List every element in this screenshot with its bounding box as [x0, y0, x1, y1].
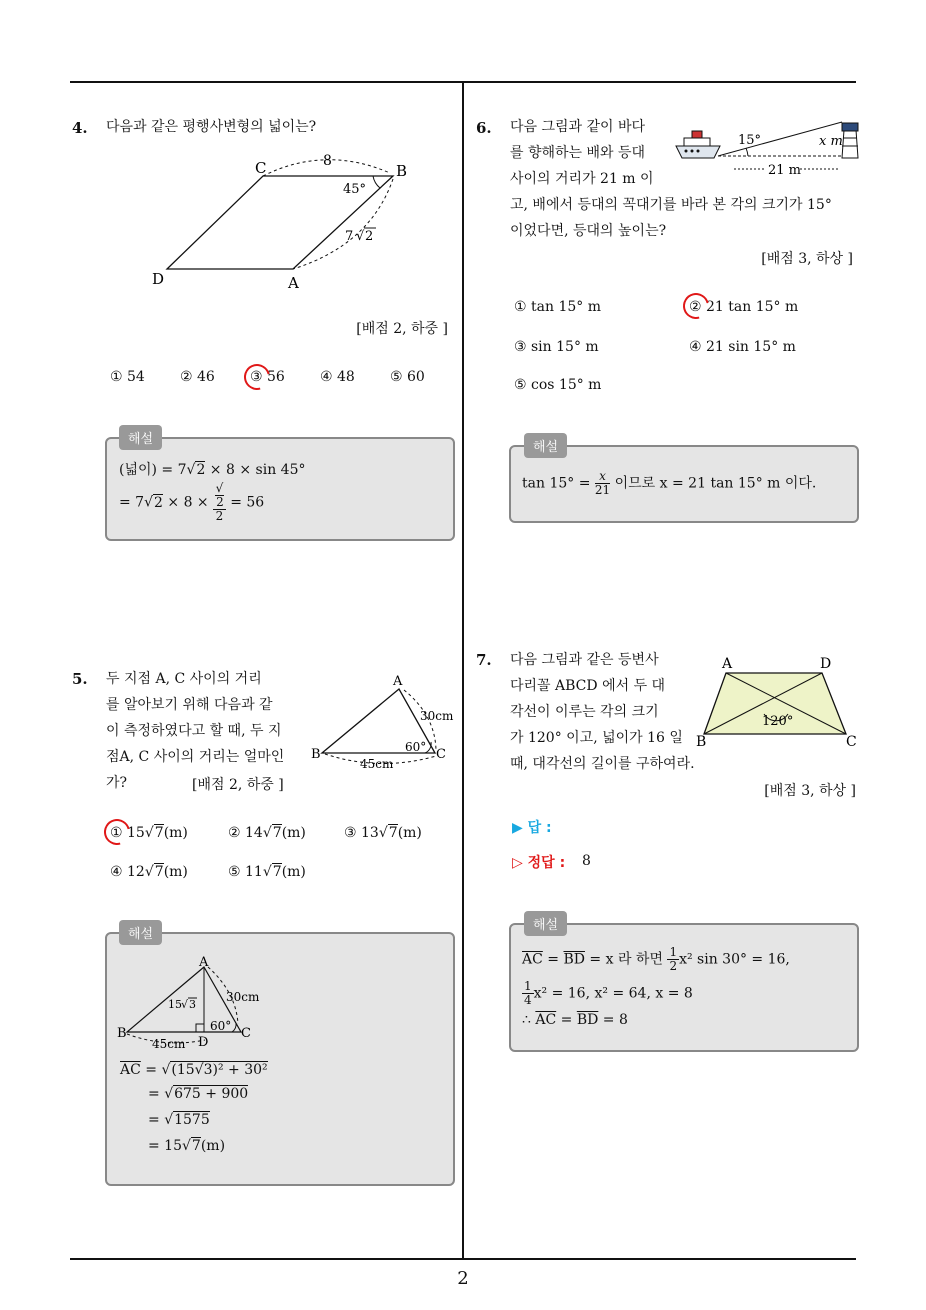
q6-line-3: 사이의 거리가 21 m 이 — [510, 171, 654, 187]
q5-solution-line-1: $\overline{AC} = √(15√3)^2 + 30^2$ — [120, 1062, 268, 1078]
q5-bc-length: 45cm — [360, 757, 394, 771]
q5-solution-line-4: = 15√7(m) — [148, 1138, 226, 1154]
q4-choice-2[interactable]: ② 46 — [180, 369, 215, 385]
q4-vertex-c: C — [255, 159, 267, 177]
q6-choice-1[interactable]: ① tan 15° m — [514, 299, 601, 315]
q7-correct-label: ▷ 정답 : — [512, 855, 566, 871]
q5-vertex-c: C — [436, 747, 446, 762]
q5-line-1: 두 지점 A, C 사이의 거리 — [106, 671, 262, 687]
q6-solution-tag: 해설 — [524, 433, 567, 458]
q5-choice-4[interactable]: ④ 12√7(m) — [110, 864, 188, 880]
svg-text:√: √ — [181, 998, 189, 1011]
q4-source: [배점 2, 하중 ] — [356, 321, 448, 337]
q5-line-2: 를 알아보기 위해 다음과 같 — [106, 697, 273, 713]
q6-ship-lighthouse-figure — [672, 118, 862, 182]
q5-choice-5[interactable]: ⑤ 11√7(m) — [228, 864, 306, 880]
q6-line-2: 를 향해하는 배와 등대 — [510, 145, 646, 161]
q7-correct-value: 8 — [582, 853, 591, 869]
q4-side-root: 2 — [365, 229, 374, 244]
q4-vertex-d: D — [152, 270, 165, 288]
q6-angle: 15° — [738, 133, 762, 148]
q7-line-1: 다음 그림과 같은 등변사 — [510, 652, 659, 668]
q7-number: 7. — [476, 651, 492, 669]
q5-sol-height-root: 3 — [189, 998, 196, 1011]
q7-angle: 120° — [762, 714, 794, 729]
q6-choice-5[interactable]: ⑤ cos 15° m — [514, 377, 602, 393]
q5-sol-height-coef: 15 — [168, 998, 182, 1011]
q4-choice-5[interactable]: ⑤ 60 — [390, 369, 425, 385]
q7-solution-tag: 해설 — [524, 911, 567, 936]
q5-choice-1[interactable]: ① 15√7(m) — [110, 825, 188, 841]
q4-selected-mark — [239, 359, 275, 395]
q4-solution-line-1: (넓이) = 7√2 × 8 × sin 45° — [119, 462, 306, 478]
q4-choice-1[interactable]: ① 54 — [110, 369, 145, 385]
q4-side-radical: √ — [356, 229, 365, 244]
q5-choice-3[interactable]: ③ 13√7(m) — [344, 825, 422, 841]
q5-choice-2[interactable]: ② 14√7(m) — [228, 825, 306, 841]
q4-text: 다음과 같은 평행사변형의 넓이는? — [106, 119, 317, 135]
q5-sol-bc: 45cm — [152, 1037, 186, 1051]
q5-sol-vertex-c: C — [241, 1026, 251, 1041]
q7-line-3: 각선이 이루는 각의 크기 — [510, 704, 659, 720]
q6-line-1: 다음 그림과 같이 바다 — [510, 119, 646, 135]
q7-vertex-d: D — [820, 656, 832, 672]
q6-source: [배점 3, 하상 ] — [761, 251, 853, 267]
q7-vertex-b: B — [696, 734, 707, 750]
q5-solution-tag: 해설 — [119, 920, 162, 945]
q6-distance: 21 m — [768, 163, 802, 178]
q7-solution-line-2: $\frac{1}{4}$ x² = 16, x² = 64, x = 8 — [524, 979, 693, 1007]
q6-line-5: 이었다면, 등대의 높이는? — [510, 223, 667, 239]
q6-selected-mark — [678, 288, 714, 324]
q4-number: 4. — [72, 119, 88, 137]
q7-line-2: 다리꼴 ABCD 에서 두 대 — [510, 678, 666, 694]
q5-number: 5. — [72, 670, 88, 688]
q5-vertex-b: B — [311, 747, 321, 762]
q4-vertex-b: B — [396, 162, 408, 180]
q7-trapezoid-figure — [694, 652, 864, 752]
q6-solution-line: tan 15° = $\frac{x}{21}$ 이므로 x = 21 tan 15° m 이다. — [522, 469, 817, 497]
q5-ac-length: 30cm — [420, 709, 454, 723]
q6-height: x m — [819, 134, 843, 149]
q6-choice-3[interactable]: ③ sin 15° m — [514, 339, 599, 355]
q5-sol-vertex-b: B — [117, 1026, 127, 1041]
q5-selected-mark — [99, 814, 135, 850]
q5-sol-angle: 60° — [210, 1019, 232, 1033]
q5-sol-ac: 30cm — [226, 990, 260, 1004]
q7-solution-line-1: $\overline{AC} = \overline{BD} = x$ 라 하면 $\frac{1}{2}$ x² sin 30° = 16, — [522, 945, 790, 973]
q6-line-4: 고, 배에서 등대의 꼭대기를 바라 본 각의 크기가 15° — [510, 197, 832, 213]
q4-solution-line-2: = 7√2 × 8 × √ 2 2 = 56 — [119, 481, 265, 523]
q6-choice-4[interactable]: ④ 21 sin 15° m — [689, 339, 796, 355]
q6-choice-2[interactable]: ② 21 tan 15° m — [689, 299, 799, 315]
q5-sol-vertex-a: A — [199, 955, 209, 970]
q4-choice-4[interactable]: ④ 48 — [320, 369, 355, 385]
q5-angle: 60° — [405, 740, 427, 754]
q4-parallelogram-figure — [140, 145, 430, 295]
q5-triangle-figure — [305, 670, 465, 780]
q5-line-5: 가? — [106, 775, 128, 791]
q7-source: [배점 3, 하상 ] — [764, 783, 856, 799]
q7-line-5: 때, 대각선의 길이를 구하여라. — [510, 756, 695, 772]
q7-vertex-a: A — [722, 656, 733, 672]
q7-vertex-c: C — [846, 734, 857, 750]
q4-angle: 45° — [343, 182, 367, 197]
page-number: 2 — [457, 1268, 469, 1289]
bottom-rule — [70, 1258, 856, 1260]
q4-top-length: 8 — [323, 153, 332, 169]
q5-sol-vertex-d: D — [198, 1035, 209, 1050]
q5-solution-figure — [110, 950, 280, 1055]
q5-vertex-a: A — [393, 674, 403, 689]
q5-solution-line-2: = √675 + 900 — [148, 1086, 249, 1102]
q7-line-4: 가 120° 이고, 넓이가 16 일 — [510, 730, 683, 746]
q7-solution-line-3: ∴ $\overline{AC} = \overline{BD} = 8$ — [522, 1012, 628, 1028]
lighthouse-icon — [842, 123, 858, 158]
q5-solution-line-3: = √1575 — [148, 1112, 210, 1128]
q4-vertex-a: A — [288, 274, 299, 292]
q4-side-coef: 7 — [345, 229, 354, 244]
q5-line-4: 점A, C 사이의 거리는 얼마인 — [106, 749, 285, 765]
q4-solution-tag: 해설 — [119, 425, 162, 450]
q5-line-3: 이 측정하였다고 할 때, 두 지 — [106, 723, 282, 739]
q5-source: [배점 2, 하중 ] — [192, 777, 284, 793]
q6-number: 6. — [476, 119, 492, 137]
q4-choice-3[interactable]: ③ 56 — [250, 369, 285, 385]
ship-icon — [676, 131, 720, 158]
q7-answer-label: ▶ 답 : — [512, 820, 552, 836]
